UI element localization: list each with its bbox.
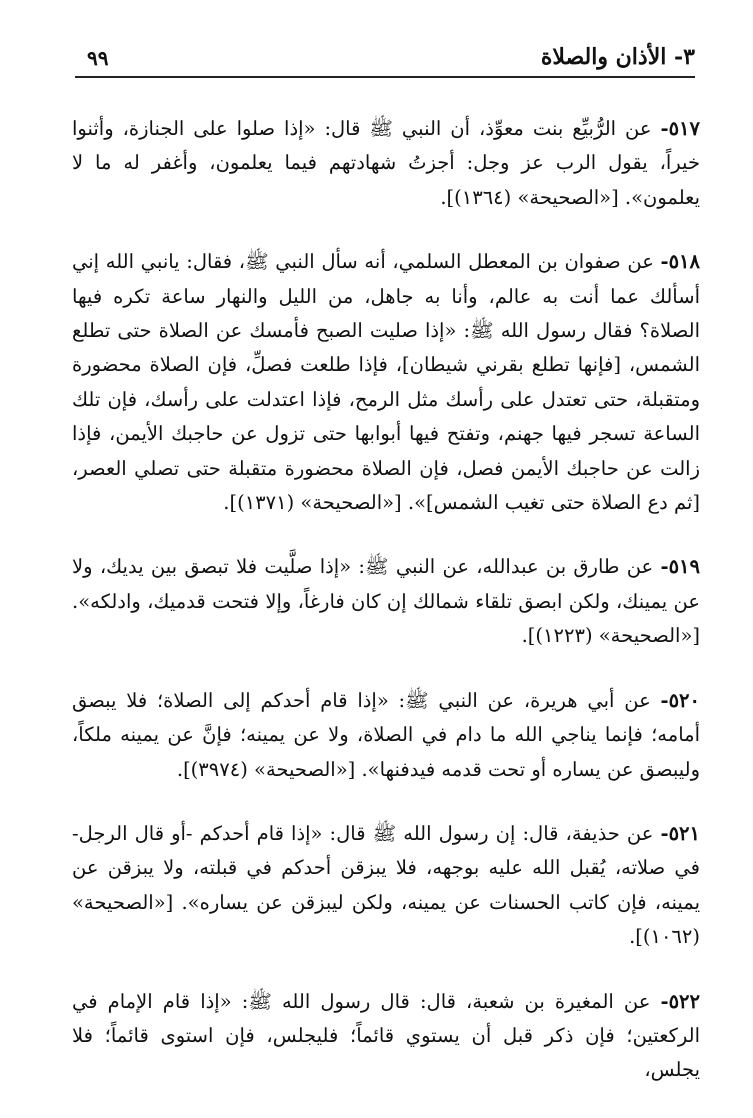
hadith-text: عن طارق بن عبدالله، عن النبي ﷺ: «إذا صلَّيت فلا تبصق بين يديك، ولا عن يمينك، ولكن ابصق تلقاء شمالك إن كان فارغاً، وإلا فتحت قدميك، وادلكه». [«الصحيحة» (١٢٢٣)]. (72, 555, 700, 648)
page-body (72, 112, 700, 1118)
hadith-number: ٥١٨- (660, 250, 700, 274)
hadith-522 (72, 985, 700, 1088)
hadith-518 (72, 245, 700, 520)
page-header (75, 40, 695, 78)
hadith-number: ٥١٧- (660, 117, 700, 140)
chapter-title: ٣- الأذان والصلاة (540, 44, 695, 70)
hadith-517 (72, 112, 700, 215)
page-number: ٩٩ (87, 46, 109, 70)
hadith-text: عن المغيرة بن شعبة، قال: قال رسول الله ﷺ: «إذا قام الإمام في الركعتين؛ فإن ذكر قبل أن يستوي قائماً؛ فليجلس، فإن استوى قائماً؛ فلا يجلس، (72, 989, 700, 1082)
hadith-text: عن أبي هريرة، عن النبي ﷺ: «إذا قام أحدكم إلى الصلاة؛ فلا يبصق أمامه؛ فإنما يناجي الله ما دام في الصلاة، ولا عن يمينه؛ فإنَّ عن يمينه ملكاً، وليبصق عن يساره أو تحت قدمه فيدفنها». [«الصحيحة» (٣٩٧٤)]. (72, 688, 700, 781)
hadith-text: عن صفوان بن المعطل السلمي، أنه سأل النبي ﷺ، فقال: يانبي الله إني أسألك عما أنت به عالم، وأنا به جاهل، من الليل والنهار ساعة تكره فيها الصلاة؟ فقال رسول الله ﷺ: «إذا صليت الصبح فأمسك عن الصلاة حتى تطلع الشمس، [فإنها تطلع بقرني شيطان]، فإذا طلعت فصلِّ، فإن الصلاة محضورة ومتقبلة، حتى تعتدل على رأسك مثل الرمح، فإذا اعتدلت على رأسك، فإن تلك الساعة تسجر فيها جهنم، وتفتح فيها أبوابها حتى تزول عن حاجبك الأيمن، فإذا زالت عن حاجبك الأيمن فصل، فإن الصلاة محضورة متقبلة حتى تصلي العصر، [ثم دع الصلاة حتى تغيب الشمس]». [«الصحيحة» (١٣٧١)]. (72, 250, 700, 515)
hadith-text: عن الرُّبيِّع بنت معوِّذ، أن النبي ﷺ قال: «إذا صلوا على الجنازة، وأثنوا خيراً، يقول الرب عز وجل: أجزتُ شهادتهم فيما يعلمون، وأغفر له ما لا يعلمون». [«الصحيحة» (١٣٦٤)]. (72, 117, 700, 209)
hadith-number: ٥٢٠- (660, 688, 700, 712)
hadith-519 (72, 550, 700, 653)
hadith-text: عن حذيفة، قال: إن رسول الله ﷺ قال: «إذا قام أحدكم -أو قال الرجل- في صلاته، يُقبل الله عليه بوجهه، فلا يبزقن أحدكم في قبلته، ولا يبزقن عن يمينه، فإن كاتب الحسنات عن يمينه، ولكن ليبزقن عن يساره». [«الصحيحة» (١٠٦٢)]. (72, 821, 700, 949)
hadith-number: ٥٢١- (660, 821, 700, 845)
hadith-number: ٥١٩- (660, 555, 700, 579)
hadith-number: ٥٢٢- (660, 989, 700, 1013)
hadith-521 (72, 817, 700, 955)
hadith-520 (72, 684, 700, 787)
